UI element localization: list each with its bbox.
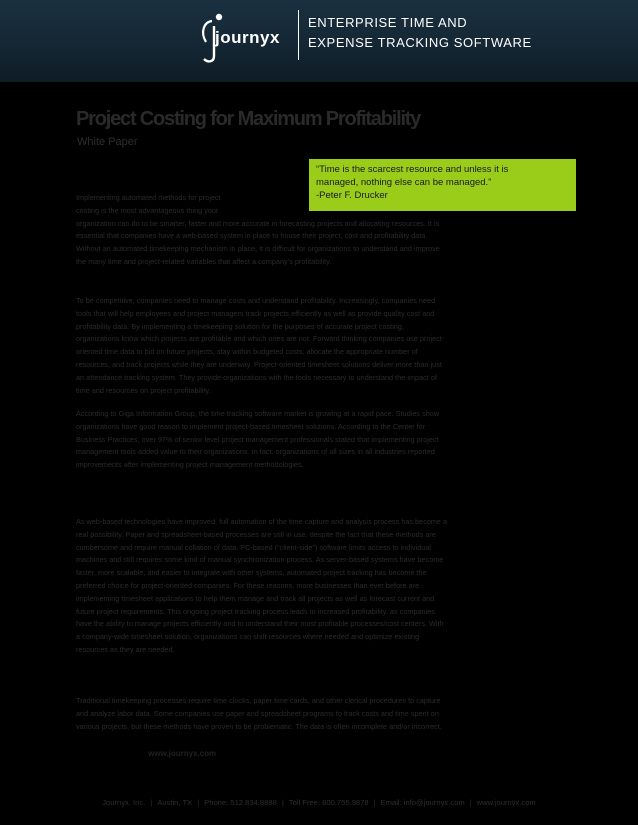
paragraph-intro — [76, 192, 560, 269]
text-line: improvements after implementing project management methodologies. — [76, 460, 304, 470]
text-line: According to Giga Information Group, the time tracking software market is growing at a rapid pace. Studies show — [76, 409, 440, 418]
text-line: To be competitive, companies need to manage costs and understand profitability. Increasingly, companies need — [76, 296, 436, 305]
document-title: Project Costing for Maximum Profitability — [76, 108, 421, 130]
document-subtitle: White Paper — [77, 136, 138, 148]
text-line: future project requirements. This ongoing project tracking process leads to increased profitability, as companies — [76, 606, 435, 616]
text-line: organizations know which projects are profitable and which ones are not. Forward thinking companies use project- — [76, 334, 445, 344]
footer-contact-bar: Journyx, Inc. | Austin, TX | Phone: 512.834.8888 | Toll Free: 800.755.9878 | Email: info@journyx.com | www.journyx.com — [0, 788, 638, 817]
text-line: profitability data. By implementing a timekeeping solution for the purposes of accurate project costing, — [76, 321, 405, 331]
quote-line: “Time is the scarcest resource and unless it is — [316, 164, 509, 175]
text-line: resources as they are needed. — [76, 644, 175, 654]
text-line: preferred choice for project-oriented companies. For these reasons, more businesses than ever before are — [76, 580, 420, 590]
footer-url-mark[interactable]: www.journyx.com — [148, 749, 217, 758]
text-line: tools that will help employees and project managers track projects efficiently as well as provide quality cost and — [76, 308, 435, 318]
text-line: Without an automated timekeeping mechanism in place, it is difficult for organizations to understand and improve — [76, 244, 440, 254]
text-line: and analyze labor data. Some companies use paper and spreadsheet programs to track costs and time spent on — [76, 708, 439, 718]
text-line: organizations have good reason to implement project-based timesheet solutions. According to the Center for — [76, 421, 426, 431]
text-line: costing is the most advantageous thing your — [76, 205, 219, 215]
text-line: resources, and track projects while they are underway. Project-oriented timesheet solutions deliver more than just — [76, 359, 442, 369]
text-line: implementing timesheet applications to help them manage and track all projects as well as forecast current and — [76, 593, 435, 603]
header-tagline-line: EXPENSE TRACKING SOFTWARE — [308, 35, 532, 50]
text-line: machines and still requires some kind of manual synchronization process. As server-based systems have become — [76, 555, 444, 565]
text-line: Traditional timekeeping processes require time clocks, paper time cards, and other clerical procedures to capture — [76, 696, 441, 705]
quote-line: managed, nothing else can be managed.” — [316, 177, 492, 188]
header-banner — [0, 0, 638, 82]
paragraph-giga — [76, 408, 560, 472]
text-line: have the ability to manage projects efficiently and to understand their most profitable processes/cost centers. With — [76, 619, 444, 629]
text-line: the many time and project-related variables that affect a company’s profitability. — [76, 256, 332, 266]
text-line: an attendance tracking system. They provide organizations with the tools necessary to understand the impact of — [76, 372, 437, 382]
text-line: a company-wide timesheet solution, organizations can shift resources where needed and optimize existing — [76, 632, 420, 642]
text-line: various projects, but these methods have proven to be problematic. The data is often incomplete and/or incorrect, — [76, 721, 442, 731]
text-line: As web-based technologies have improved, full automation of the time capture and analysis process has become a — [76, 517, 448, 526]
text-line: Implementing automated methods for project — [76, 193, 221, 202]
footer-tollfree: Toll Free: 800.755.9878 — [288, 798, 369, 807]
paragraph-traditional — [76, 695, 560, 733]
footer-company: Journyx, Inc. — [102, 798, 146, 807]
footer-website-link[interactable]: www.journyx.com — [476, 798, 536, 807]
footer-email-link[interactable]: Email: info@journyx.com — [380, 798, 465, 807]
text-line: oriented time data to bid on future projects, stay within budgeted costs, allocate the appropriate number of — [76, 347, 418, 357]
logo-text: journyx — [215, 28, 280, 47]
header-divider — [298, 10, 299, 60]
quote-attribution: -Peter F. Drucker — [316, 190, 388, 201]
footer-phone: Phone: 512.834.8888 — [204, 798, 277, 807]
text-line: organization can do to be smarter, faster and more accurate in forecasting projects and allocating resources. It is — [76, 218, 440, 228]
text-line: essential that companies have a web-based system in place to house their project, cost and profitability data. — [76, 231, 428, 241]
journyx-logo[interactable] — [198, 12, 290, 64]
text-line: faster, more scalable, and easier to integrate with other systems, automated project tracking has become the — [76, 568, 427, 578]
text-line: cumbersome and require manual collation of data. PC-based (“client-side”) software limits access to individual — [76, 542, 432, 552]
text-line: Business Practices, over 97% of senior level project management professionals stated that implementing project — [76, 434, 439, 444]
paragraph-web-based — [76, 516, 560, 657]
text-line: real possibility. Paper and spreadsheet-based processes are still in use, despite the fact that these methods are — [76, 529, 436, 539]
header-tagline-line: ENTERPRISE TIME AND — [308, 15, 468, 30]
paragraph-competitive — [76, 295, 560, 397]
text-line: management tools added value to their organizations. In fact, organizations of all sizes in all industries reported — [76, 447, 435, 457]
header-tagline — [308, 13, 628, 53]
text-line: time and resources on project profitability. — [76, 385, 211, 395]
footer-location: Austin, TX — [157, 798, 193, 807]
